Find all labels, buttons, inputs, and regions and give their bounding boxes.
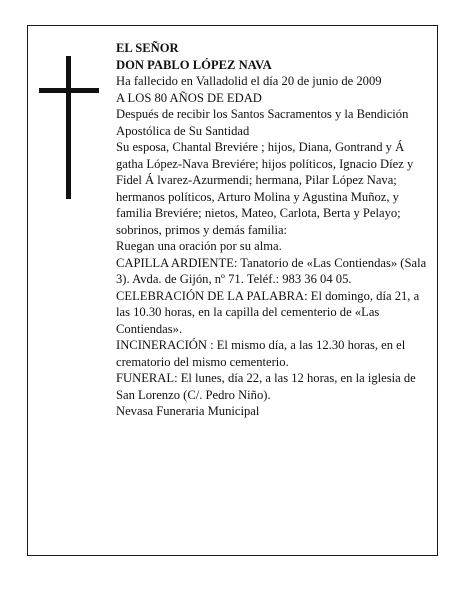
funeral-home: Nevasa Funeraria Municipal <box>116 404 260 418</box>
cross-icon <box>39 56 99 199</box>
celebration-info: CELEBRACIÓN DE LA PALABRA: El domingo, día 21, a las 10.30 horas, en la capilla del cementerio de «Las Contiendas». <box>116 288 420 336</box>
title-line-1: EL SEÑOR <box>116 41 179 55</box>
prayer-text: Ruegan una oración por su alma. <box>116 239 282 253</box>
funeral-info: FUNERAL: El lunes, día 22, a las 12 horas, en la iglesia de San Lorenzo (C/. Pedro Niño). <box>116 371 416 402</box>
death-info: Ha fallecido en Valladolid el día 20 de junio de 2009 <box>116 74 382 88</box>
incineration-info: INCINERACIÓN : El mismo día, a las 12.30 horas, en el crematorio del mismo cementerio. <box>116 338 406 369</box>
sacraments-text: Después de recibir los Santos Sacramentos y la Bendición Apostólica de Su Santidad <box>116 107 409 138</box>
chapel-info: CAPILLA ARDIENTE: Tanatorio de «Las Contiendas» (Sala 3). Avda. de Gijón, nº 71. Teléf.: 983 36 04 05. <box>116 255 427 286</box>
age-info: A LOS 80 AÑOS DE EDAD <box>116 90 262 105</box>
cross-horizontal-bar <box>39 88 99 93</box>
obituary-notice <box>27 25 438 556</box>
deceased-name: DON PABLO LÓPEZ NAVA <box>116 57 272 72</box>
family-text: Su esposa, Chantal Breviére ; hijos, Diana, Gontrand y Á gatha López-Nava Breviére; hijos políticos, Ignacio Díez y Fidel Á lvarez-Azurmendi; hermana, Pilar López Nava; hermanos políticos, Arturo Molina y Agustina Muñoz, y familia Breviére; nietos, Mateo, Carlota, Berta y Pelayo; sobrinos, primos y demás familia: <box>116 140 414 237</box>
notice-body <box>116 40 428 420</box>
cross-vertical-bar <box>66 56 71 199</box>
